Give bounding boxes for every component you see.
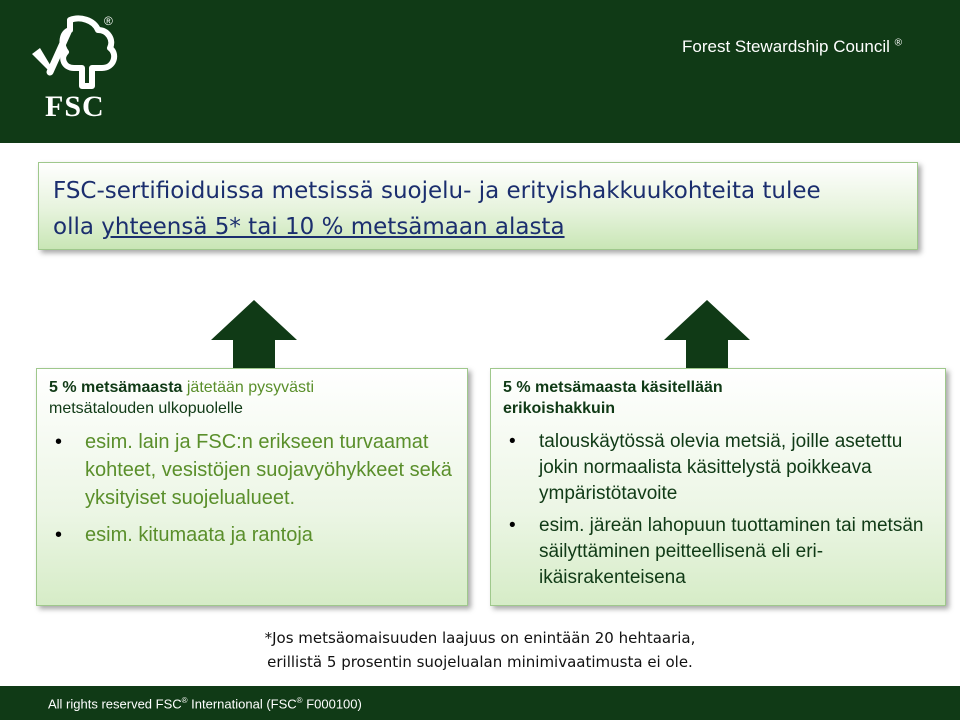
right-heading-line-2: erikoishakkuin [503, 400, 616, 417]
banner-line-1: FSC-sertifioiduissa metsissä suojelu- ja erityishakkuukohteita tulee [53, 178, 821, 204]
permanent-protection-box [36, 368, 468, 606]
left-heading-bold: 5 % metsämaasta [49, 379, 187, 396]
left-heading-line-2: metsätalouden ulkopuolelle [49, 400, 243, 417]
list-item: • esim. lain ja FSC:n erikseen turvaamat kohteet, vesistöjen suojavyöhykkeet sekä yksityiset suojelualueet. [49, 428, 455, 512]
footer-text-post: F000100) [302, 696, 362, 712]
fsc-logo-text: FSC [45, 90, 105, 123]
list-item: • esim. kitumaata ja rantoja [49, 521, 455, 549]
right-box-heading [503, 377, 933, 419]
banner-line-2-underlined: yhteensä 5* tai 10 % metsämaan alasta [101, 214, 565, 240]
footer-reg-1: ® [181, 696, 188, 705]
list-item: • talouskäytössä olevia metsiä, joille asetettu jokin normaalista käsittelystä poikkeava ympäristötavoite [503, 429, 933, 507]
banner-line-2-pre: olla [53, 214, 102, 240]
footer-text-pre: All rights reserved FSC [48, 696, 182, 712]
special-harvesting-box [490, 368, 946, 606]
footnote-line-1: *Jos metsäomaisuuden laajuus on enintään 20 hehtaaria, [264, 629, 696, 647]
left-bullet-list [49, 428, 455, 549]
org-name-text: Forest Stewardship Council [682, 37, 890, 56]
right-bullet-list [503, 429, 933, 591]
footnote-line-2: erillistä 5 prosentin suojelualan minimivaatimusta ei ole. [267, 653, 693, 671]
footer-reg-2: ® [296, 696, 303, 705]
list-item: • esim. järeän lahopuun tuottaminen tai metsän säilyttäminen peitteellisenä eli eri-ikäisrakenteisena [503, 513, 933, 591]
headline-banner [38, 162, 918, 250]
left-heading-green: jätetään pysyvästi [186, 379, 315, 396]
footer-text-mid: International (FSC [187, 696, 297, 712]
left-box-heading [49, 377, 455, 419]
header-bar [0, 0, 960, 143]
footer-bar [0, 686, 960, 720]
copyright-text [48, 696, 362, 711]
arrow-up-left-icon [211, 300, 297, 372]
right-heading-line-1: 5 % metsämaasta käsitellään [503, 379, 723, 396]
org-name [682, 37, 902, 57]
footnote [0, 626, 960, 674]
banner-line-2 [53, 209, 903, 245]
logo-registered-mark: ® [104, 14, 113, 28]
org-registered-mark: ® [894, 37, 902, 49]
arrow-up-right-icon [664, 300, 750, 372]
